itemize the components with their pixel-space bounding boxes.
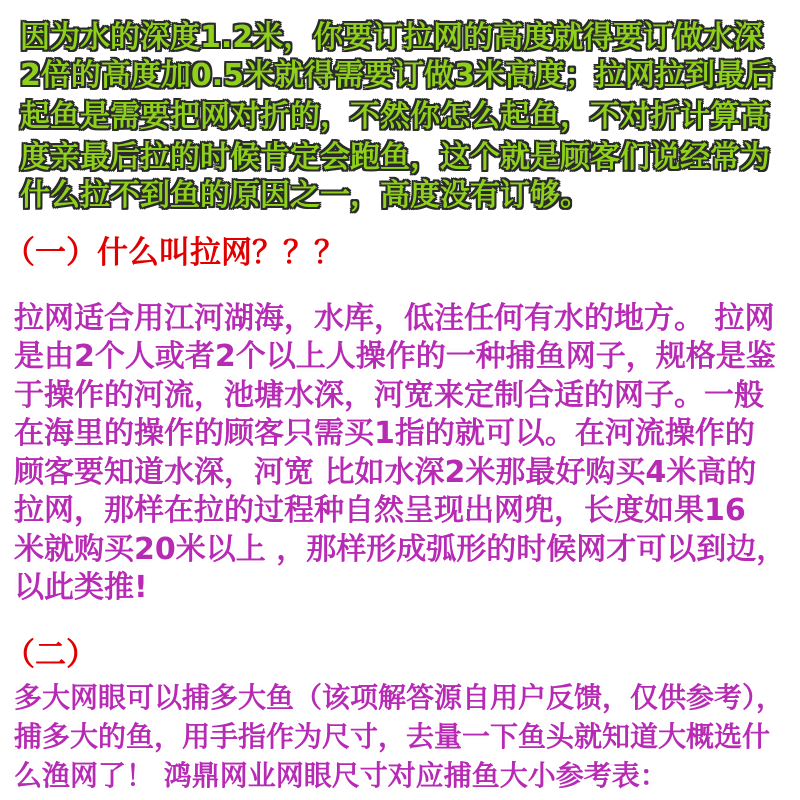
intro-line: 什么拉不到鱼的原因之一，高度没有订够。 [20, 178, 590, 213]
section1-paragraph [0, 295, 800, 615]
section1-line: 拉网适合用江河湖海，水库，低洼任何有水的地方。 拉网 [14, 301, 775, 336]
section1-line: 拉网，那样在拉的过程种自然呈现出网兜，长度如果16 [14, 493, 746, 528]
intro-line: 度亲最后拉的时候肯定会跑鱼，这个就是顾客们说经常为 [20, 140, 770, 175]
intro-line: 起鱼是需要把网对折的，不然你怎么起鱼，不对折计算高 [20, 99, 770, 134]
section-heading-2: （二） [4, 637, 97, 673]
intro-line: 2倍的高度加0.5米就得需要订做3米高度；拉网拉到最后 [20, 58, 775, 93]
section-heading-1: （一）什么叫拉网？？？ [4, 235, 345, 271]
section2-line: 多大网眼可以捕多大鱼（该项解答源自用户反馈，仅供参考）， [14, 681, 785, 714]
section1-line: 米就购买20米以上 ，那样形成弧形的时候网才可以到边， [14, 532, 787, 567]
section1-line: 顾客要知道水深，河宽 比如水深2米那最好购买4米高的 [14, 455, 757, 490]
section1-line: 于操作的河流，池塘水深，河宽来定制合适的网子。一般 [14, 378, 764, 413]
section1-line: 以此类推! [14, 570, 148, 605]
section2-line: 么渔网了！ 鸿鼎网业网眼尺寸对应捕鱼大小参考表： [14, 759, 668, 792]
section1-line: 是由2个人或者2个以上人操作的一种捕鱼网子，规格是鉴 [14, 339, 776, 374]
section2-line: 捕多大的鱼，用手指作为尺寸，去量一下鱼头就知道大概选什 [14, 720, 771, 753]
intro-paragraph [0, 0, 800, 215]
intro-line: 因为水的深度1.2米，你要订拉网的高度就得要订做水深 [20, 20, 764, 55]
section2-paragraph [0, 680, 800, 800]
section1-line: 在海里的操作的顾客只需买1指的就可以。在河流操作的 [14, 416, 755, 451]
